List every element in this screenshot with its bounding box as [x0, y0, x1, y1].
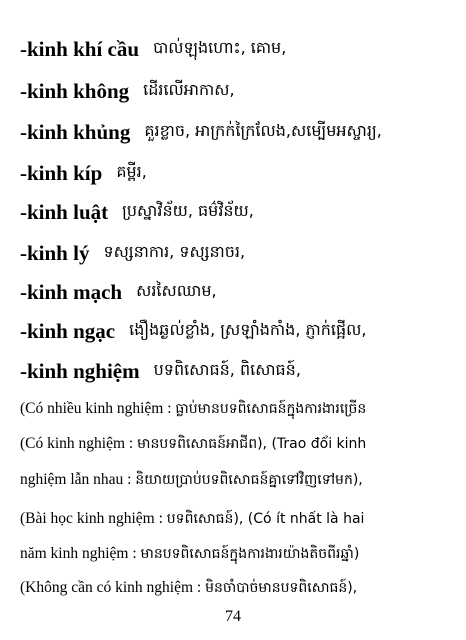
example-vi: nghiệm lẫn nhau : [20, 471, 132, 488]
example-line [20, 465, 458, 495]
entry-kinh-khong [20, 73, 456, 109]
headword: -kinh khủng [20, 119, 131, 144]
example-vi: năm kinh nghiệm : [20, 545, 137, 562]
headword: -kinh không [20, 78, 130, 103]
headword: -kinh kíp [20, 160, 103, 185]
entry-kinh-ly [20, 235, 456, 271]
entry-kinh-khi-cau [20, 31, 456, 67]
definition: គួរខ្លាច, អាក្រក់ក្រៃលែង,សម្បើមអស្ចារ្យ, [144, 121, 382, 140]
example-km: មិនចាំបាច់មានបទពិសោធន៍), [205, 579, 358, 596]
entry-kinh-nghiem [20, 353, 456, 389]
entry-kinh-khung [20, 114, 456, 150]
headword: -kinh luật [20, 199, 109, 224]
example-km: បទពិសោធន៍), (Có ít nhất là hai [166, 510, 365, 527]
example-vi: (Bài học kinh nghiệm : [20, 510, 163, 527]
entry-kinh-ngac [20, 313, 456, 349]
page-number: 74 [225, 608, 241, 625]
definition: សរសៃឈាម, [136, 281, 217, 300]
definition: ងឿងឆ្ងល់ខ្លាំង, ស្រឡាំងកាំង, ភ្ញាក់ផ្អើល, [129, 320, 367, 339]
headword: -kinh lý [20, 240, 90, 265]
entry-kinh-luat [20, 194, 456, 230]
definition: បាល់ឡុងហោះ, គោម, [153, 38, 287, 57]
example-line [20, 539, 458, 569]
example-line [20, 504, 458, 534]
example-vi: (Có kinh nghiệm : [20, 435, 134, 452]
headword: -kinh nghiệm [20, 358, 140, 383]
example-km: និយាយប្រាប់បទពិសោធន៍គ្នាទៅវិញទៅមក), [135, 471, 363, 488]
definition: បទពិសោធន៍, ពិសោធន៍, [153, 360, 301, 379]
headword: -kinh khí cầu [20, 36, 140, 61]
headword: -kinh mạch [20, 279, 123, 304]
definition: គម្ពីរ, [116, 162, 147, 181]
example-line [20, 429, 458, 459]
definition: ប្រស្នាវិន័យ, ធម៌វិន័យ, [122, 201, 254, 220]
example-line [20, 394, 458, 424]
example-km: មានបទពិសោធន៍អាជីព), (Trao đổi kinh [137, 435, 367, 452]
definition: ដើរលើអាកាស, [143, 80, 235, 99]
example-vi: (Có nhiều kinh nghiệm : [20, 400, 172, 417]
entry-kinh-kip [20, 155, 456, 191]
entry-kinh-mach [20, 274, 456, 310]
headword: -kinh ngạc [20, 318, 116, 343]
example-km: មានបទពិសោធន៍ក្នុងការងារយ៉ាងតិចពីរឆ្នាំ) [140, 545, 360, 562]
example-vi: (Không cần có kinh nghiệm : [20, 579, 202, 596]
example-line [20, 573, 458, 603]
definition: ទស្សនាការ, ទស្សនាចរ, [103, 242, 246, 261]
example-km: ធ្លាប់មានបទពិសោធន៍ក្នុងការងារច្រើន [175, 400, 367, 417]
